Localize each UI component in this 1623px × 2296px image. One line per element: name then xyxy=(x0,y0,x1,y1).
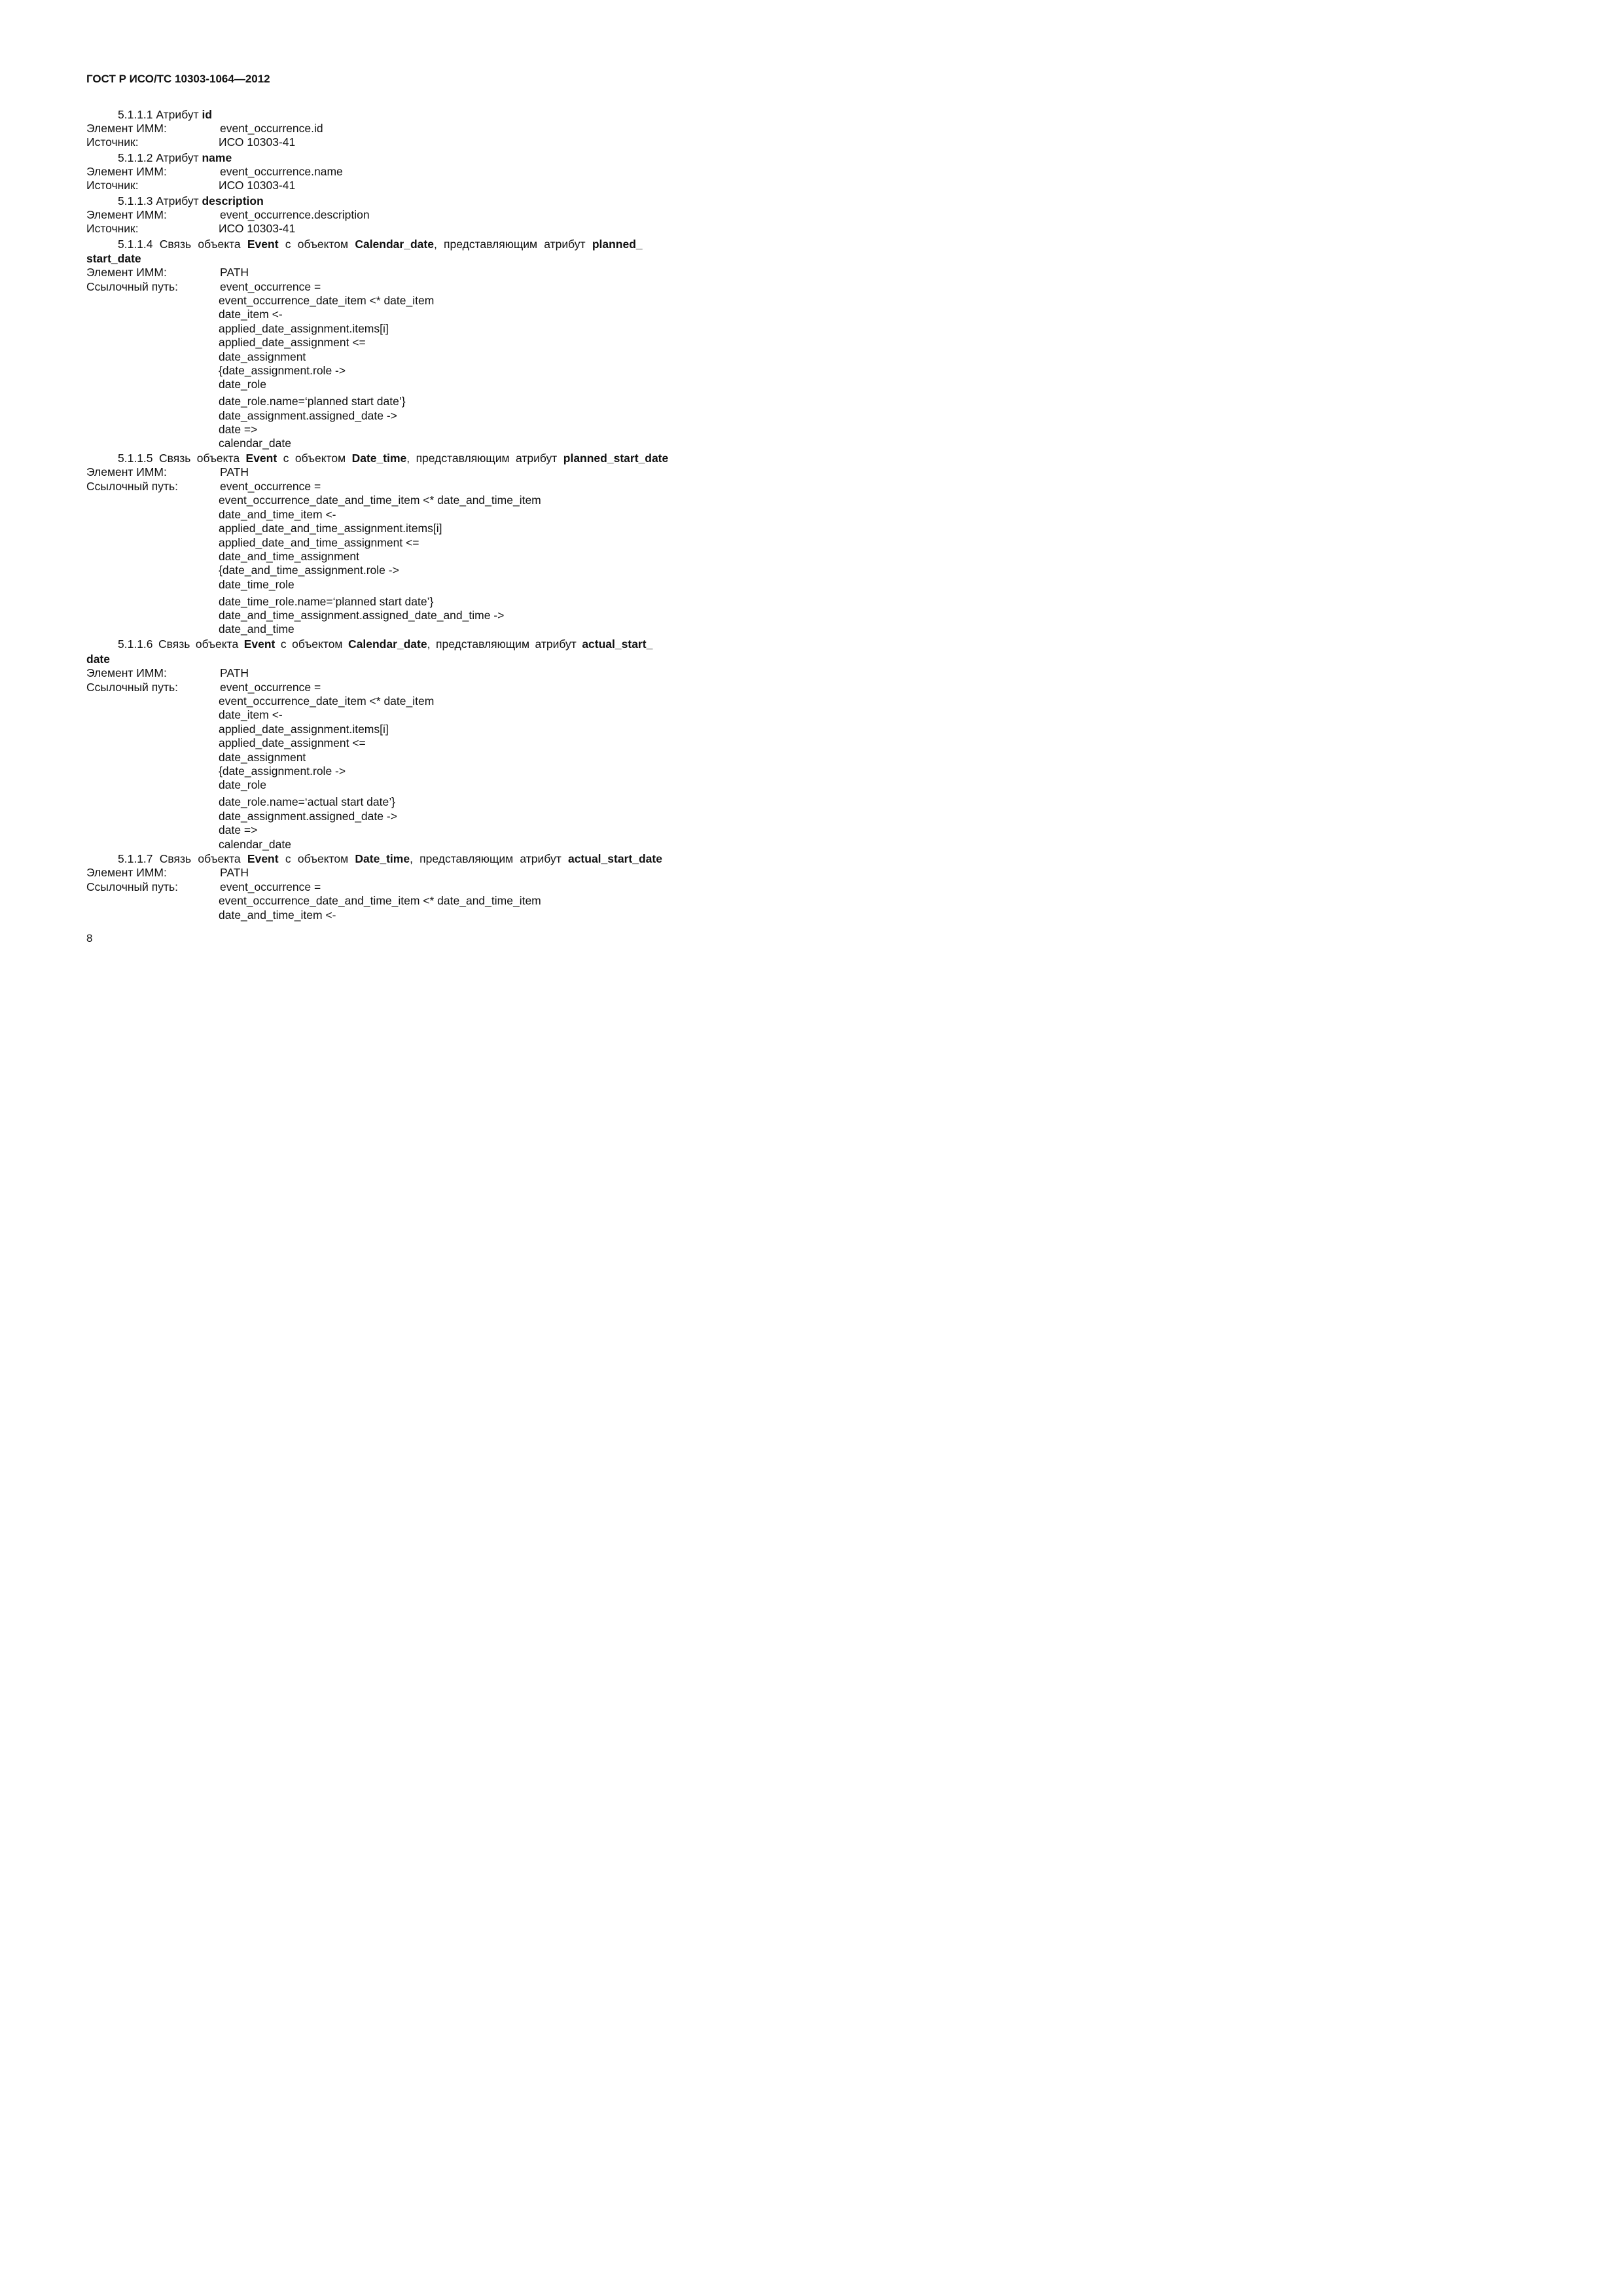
text-run: event_occurrence_date_item <* date_item xyxy=(219,694,435,708)
text-run: applied_date_assignment <= xyxy=(219,336,366,349)
text-run: date_and_time_assignment xyxy=(219,550,360,563)
text-line xyxy=(219,508,336,522)
bold-term: Date_time xyxy=(355,852,410,865)
text-run: date_assignment.assigned_date -> xyxy=(219,409,397,422)
text-line xyxy=(86,122,167,135)
text-run: , представляющим атрибут xyxy=(427,637,582,651)
text-run: Ссылочный путь: xyxy=(86,480,178,493)
text-run: date_and_time xyxy=(219,622,294,636)
text-line xyxy=(219,795,395,809)
bold-term: planned_start_date xyxy=(563,452,669,465)
text-line xyxy=(220,465,249,479)
text-line xyxy=(86,653,110,666)
text-line xyxy=(219,694,434,708)
page-number: 8 xyxy=(86,932,93,944)
text-run: applied_date_and_time_assignment <= xyxy=(219,536,419,549)
text-line xyxy=(219,322,389,336)
text-run: date_item <- xyxy=(219,708,283,721)
text-run: {date_assignment.role -> xyxy=(219,364,346,377)
text-line xyxy=(219,308,283,321)
text-run: date_assignment xyxy=(219,751,306,764)
text-run: Элемент ИММ: xyxy=(86,165,167,178)
text-line xyxy=(219,723,389,736)
text-run: Элемент ИММ: xyxy=(86,266,167,279)
text-run: event_occurrence_date_and_time_item <* date_and_time_item xyxy=(219,493,541,507)
text-run: Ссылочный путь: xyxy=(86,880,178,893)
text-run: с объектом xyxy=(278,852,355,865)
text-line xyxy=(219,493,541,507)
text-run: calendar_date xyxy=(219,838,291,851)
text-run: ИСО 10303-41 xyxy=(219,222,296,235)
bold-term: id xyxy=(202,108,213,121)
bold-term: Event xyxy=(245,452,277,465)
text-run: , представляющим атрибут xyxy=(410,852,568,865)
text-line xyxy=(219,810,397,823)
text-run: date_and_time_item <- xyxy=(219,908,336,922)
text-line xyxy=(86,165,167,179)
text-run: Элемент ИММ: xyxy=(86,122,167,135)
bold-term: actual_start_ xyxy=(582,637,653,651)
text-line xyxy=(86,866,167,880)
text-run: 5.1.1.2 Атрибут xyxy=(118,151,202,164)
text-run: date_time_role xyxy=(219,578,294,591)
text-run: с объектом xyxy=(278,238,355,251)
text-run: ИСО 10303-41 xyxy=(219,135,296,149)
text-run: Ссылочный путь: xyxy=(86,280,178,293)
text-line xyxy=(219,179,295,192)
text-line xyxy=(220,266,249,279)
text-line xyxy=(219,751,306,764)
text-run: date_time_role.name=‘planned start date’} xyxy=(219,595,434,608)
text-run: event_occurrence.id xyxy=(220,122,323,135)
text-line xyxy=(219,294,434,308)
text-run: date_item <- xyxy=(219,308,283,321)
text-run: , представляющим атрибут xyxy=(433,238,592,251)
text-line xyxy=(219,222,295,236)
bold-term: Event xyxy=(247,852,279,865)
text-line xyxy=(86,880,178,894)
bold-term: Event xyxy=(247,238,279,251)
text-line xyxy=(219,395,406,408)
text-line xyxy=(220,280,321,294)
text-line xyxy=(118,194,264,208)
text-line xyxy=(219,437,291,450)
text-run: date_and_time_item <- xyxy=(219,508,336,521)
text-line xyxy=(219,378,266,391)
text-run: calendar_date xyxy=(219,437,291,450)
text-run: Элемент ИММ: xyxy=(86,208,167,221)
text-run: date => xyxy=(219,423,258,436)
text-line xyxy=(219,622,294,636)
text-line xyxy=(220,866,249,880)
text-run: 5.1.1.3 Атрибут xyxy=(118,194,202,207)
text-line xyxy=(86,179,139,192)
bold-term: actual_start_date xyxy=(567,852,662,865)
text-run: PATH xyxy=(220,666,249,679)
text-line xyxy=(86,135,139,149)
text-line xyxy=(219,894,541,908)
text-line xyxy=(118,852,662,866)
text-run: date_assignment xyxy=(219,350,306,363)
text-run: 5.1.1.5 Связь объекта xyxy=(118,452,246,465)
text-run: PATH xyxy=(220,866,249,879)
text-line xyxy=(219,838,291,852)
text-line xyxy=(86,222,139,236)
text-run: с объектом xyxy=(275,637,348,651)
text-run: event_occurrence = xyxy=(220,480,321,493)
bold-term: Calendar_date xyxy=(355,238,434,251)
text-run: Источник: xyxy=(86,135,139,149)
text-line xyxy=(220,666,249,680)
text-line xyxy=(118,151,232,165)
text-line xyxy=(219,736,366,750)
text-line xyxy=(118,108,212,122)
text-run: event_occurrence = xyxy=(220,681,321,694)
text-line xyxy=(86,280,178,294)
text-run: Элемент ИММ: xyxy=(86,465,167,478)
text-run: с объектом xyxy=(277,452,352,465)
text-run: Ссылочный путь: xyxy=(86,681,178,694)
text-run: applied_date_assignment <= xyxy=(219,736,366,749)
text-line xyxy=(220,165,343,179)
text-run: {date_assignment.role -> xyxy=(219,764,346,778)
text-line xyxy=(86,208,167,222)
text-line xyxy=(219,536,419,550)
bold-term: description xyxy=(202,194,264,207)
bold-term: planned_ xyxy=(592,238,643,251)
text-line xyxy=(86,681,178,694)
text-run: PATH xyxy=(220,266,249,279)
text-run: event_occurrence_date_and_time_item <* date_and_time_item xyxy=(219,894,541,907)
text-line xyxy=(219,409,397,423)
text-run: 5.1.1.4 Связь объекта xyxy=(118,238,247,251)
text-line xyxy=(219,764,346,778)
text-run: {date_and_time_assignment.role -> xyxy=(219,564,399,577)
text-run: PATH xyxy=(220,465,249,478)
text-line xyxy=(86,480,178,493)
bold-term: Calendar_date xyxy=(348,637,427,651)
text-line xyxy=(220,480,321,493)
text-run: Источник: xyxy=(86,222,139,235)
text-line xyxy=(219,708,283,722)
text-line xyxy=(86,266,167,279)
text-line xyxy=(219,564,399,577)
text-run: event_occurrence.name xyxy=(220,165,343,178)
text-line xyxy=(219,778,266,792)
text-run: 5.1.1.6 Связь объекта xyxy=(118,637,244,651)
text-line xyxy=(219,522,442,535)
text-run: applied_date_assignment.items[i] xyxy=(219,723,389,736)
text-run: date_role.name=‘planned start date’} xyxy=(219,395,406,408)
text-line xyxy=(219,823,257,837)
text-line xyxy=(118,637,652,651)
text-line xyxy=(219,423,257,437)
text-line xyxy=(86,666,167,680)
text-line xyxy=(118,238,643,251)
text-line xyxy=(220,122,323,135)
text-run: ИСО 10303-41 xyxy=(219,179,296,192)
text-line xyxy=(219,364,346,378)
text-run: date_role.name=‘actual start date’} xyxy=(219,795,395,808)
bold-term: name xyxy=(202,151,232,164)
text-line xyxy=(219,595,433,609)
text-run: event_occurrence = xyxy=(220,280,321,293)
document-header: ГОСТ Р ИСО/ТС 10303-1064—2012 xyxy=(86,73,270,85)
text-line xyxy=(219,135,295,149)
text-run: 5.1.1.7 Связь объекта xyxy=(118,852,247,865)
text-line xyxy=(219,578,294,592)
text-run: date => xyxy=(219,823,258,836)
text-line xyxy=(220,880,321,894)
text-run: Элемент ИММ: xyxy=(86,866,167,879)
text-run: date_and_time_assignment.assigned_date_and_time -> xyxy=(219,609,505,622)
bold-term: Date_time xyxy=(351,452,407,465)
text-line xyxy=(118,452,668,465)
text-run: date_role xyxy=(219,378,266,391)
text-run: , представляющим атрибут xyxy=(406,452,563,465)
text-run: event_occurrence = xyxy=(220,880,321,893)
text-line xyxy=(219,350,306,364)
text-line xyxy=(219,908,336,922)
bold-term: Event xyxy=(243,637,276,651)
text-line xyxy=(86,465,167,479)
text-run: event_occurrence_date_item <* date_item xyxy=(219,294,435,307)
text-run: applied_date_and_time_assignment.items[i] xyxy=(219,522,442,535)
text-line xyxy=(219,550,359,564)
text-run: 5.1.1.1 Атрибут xyxy=(118,108,202,121)
text-run: date_role xyxy=(219,778,266,791)
text-line xyxy=(219,336,366,350)
text-run: Источник: xyxy=(86,179,139,192)
text-run: Элемент ИММ: xyxy=(86,666,167,679)
text-run: date_assignment.assigned_date -> xyxy=(219,810,397,823)
text-line xyxy=(220,681,321,694)
text-run: applied_date_assignment.items[i] xyxy=(219,322,389,335)
bold-term: date xyxy=(86,653,110,666)
text-line xyxy=(219,609,504,622)
text-line xyxy=(86,252,141,266)
text-line xyxy=(220,208,370,222)
bold-term: start_date xyxy=(86,252,141,265)
text-run: event_occurrence.description xyxy=(220,208,370,221)
